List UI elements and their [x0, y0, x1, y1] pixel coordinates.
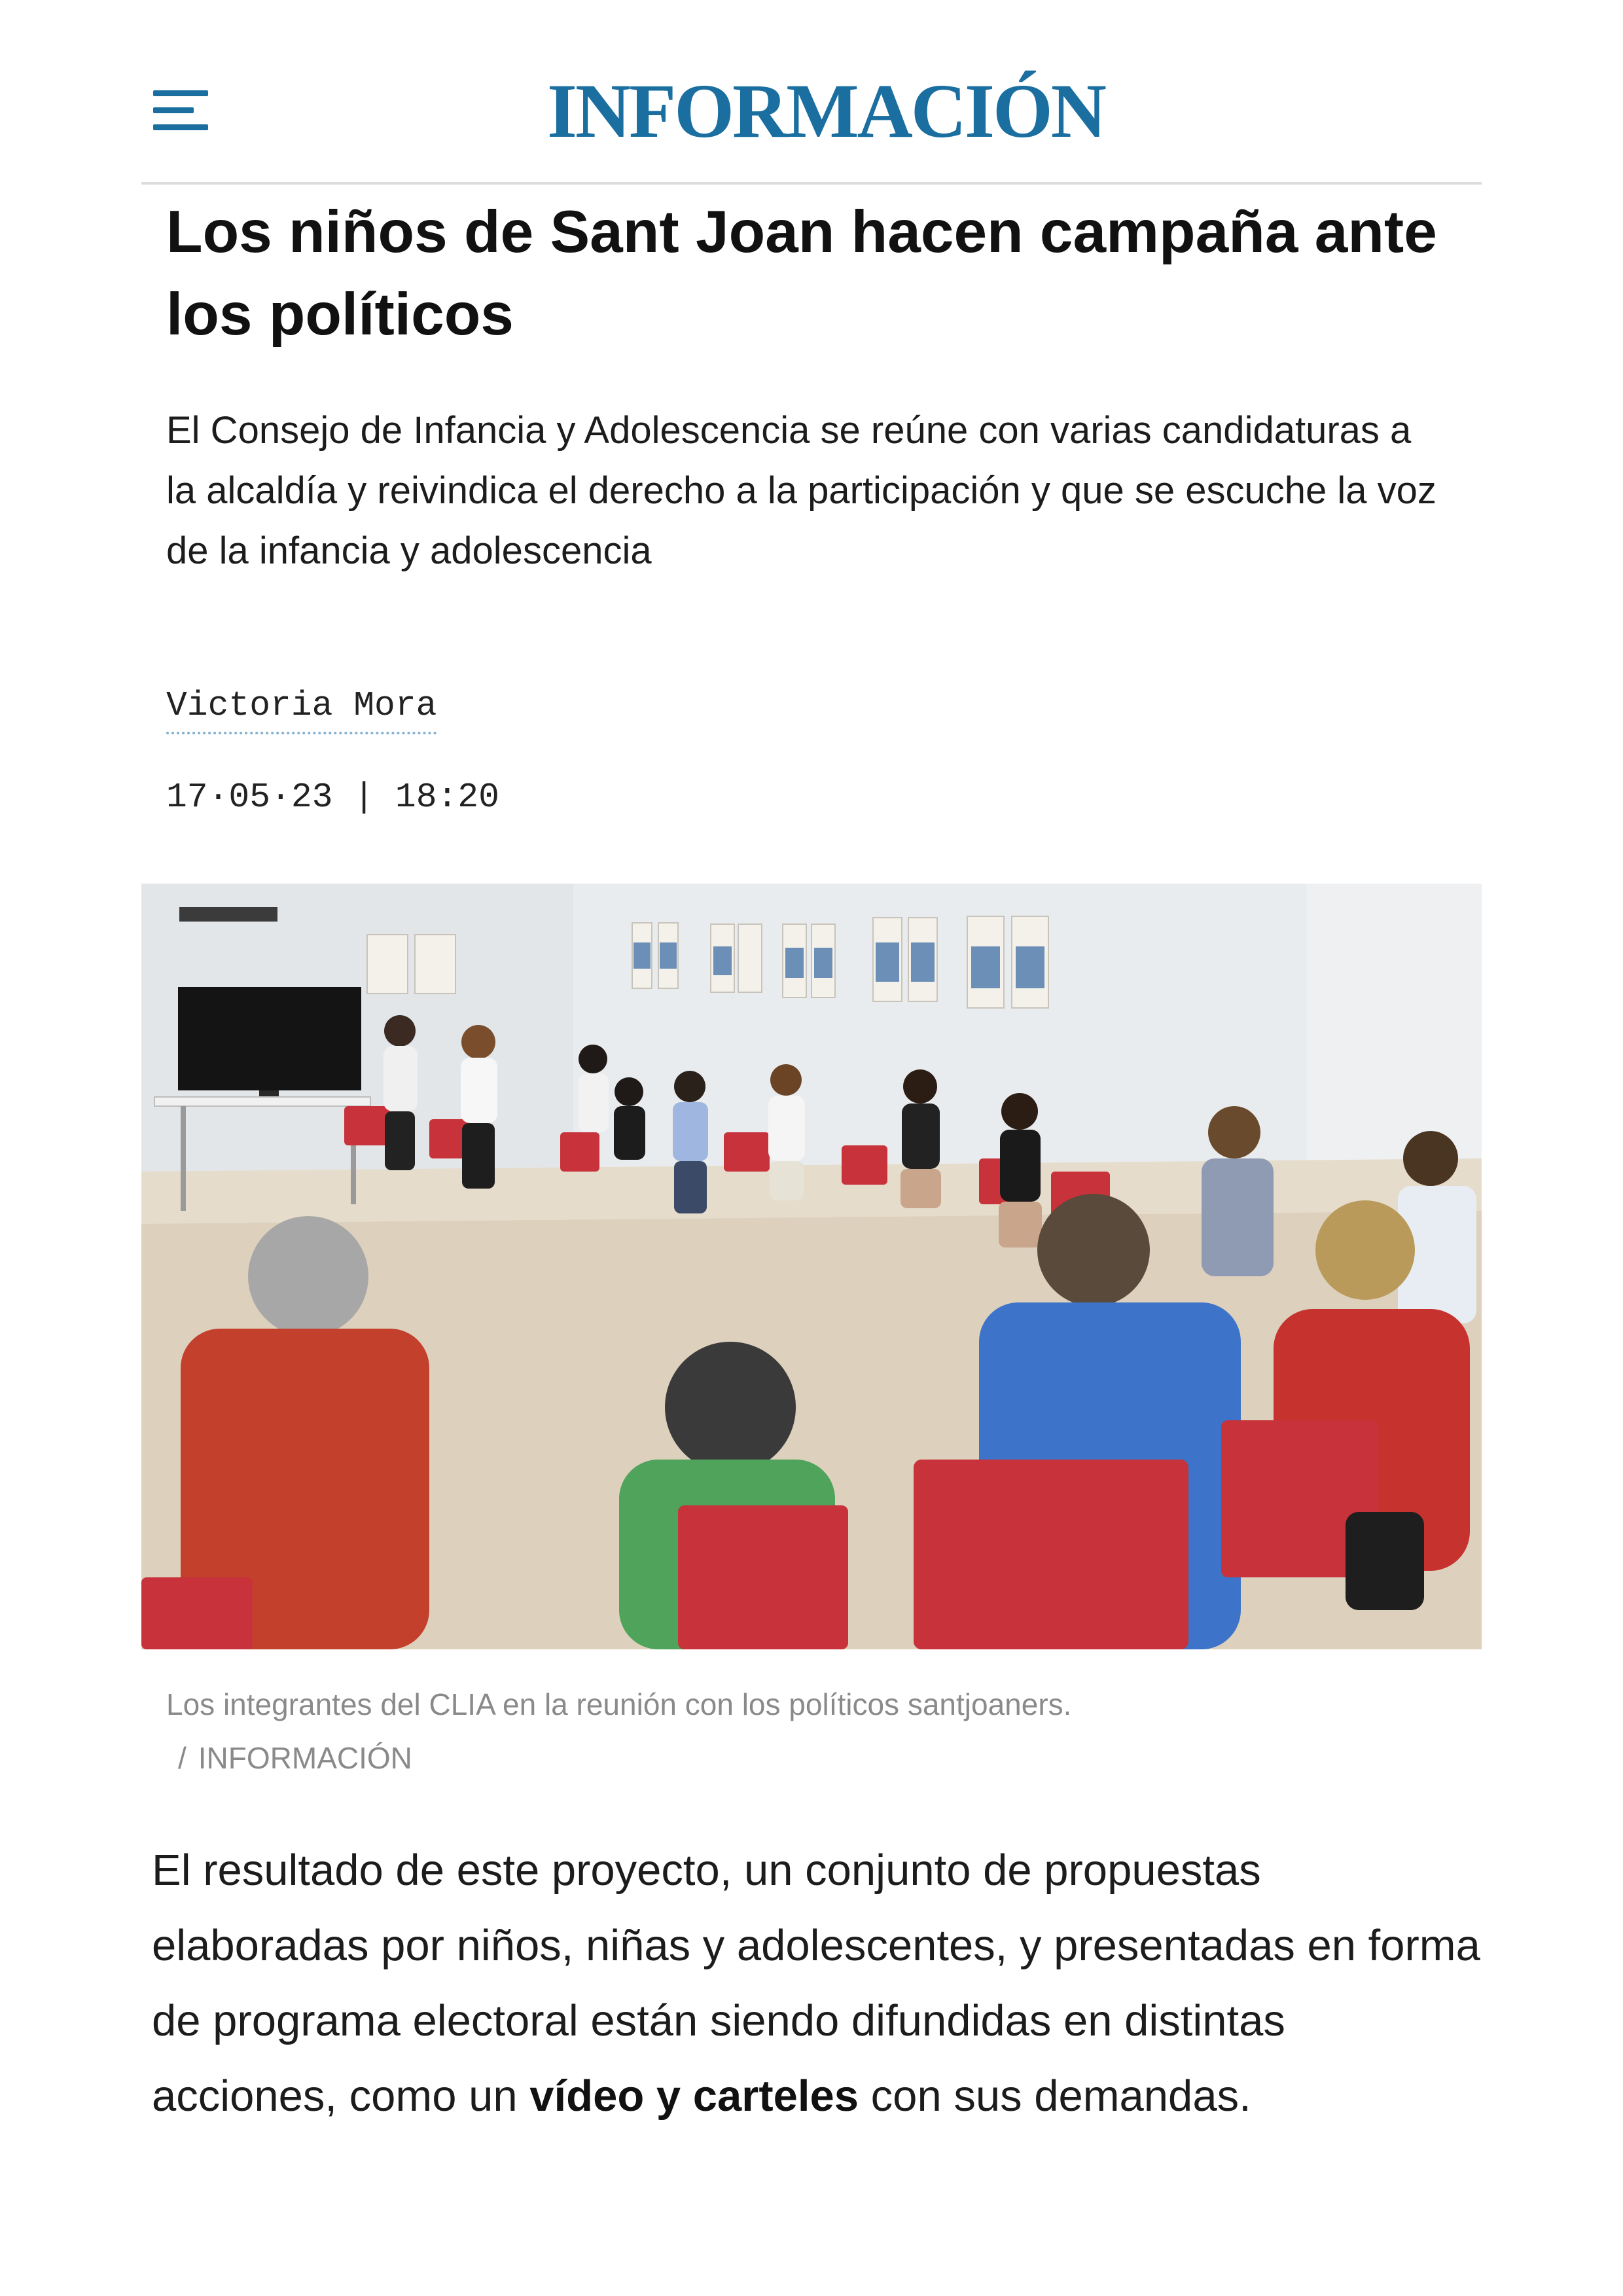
date-separator: | — [353, 778, 375, 817]
photo-credit — [178, 1737, 412, 1779]
author-link[interactable]: Victoria Mora — [166, 681, 437, 734]
article-subtitle: El Consejo de Infancia y Adolescencia se reúne con varias candidaturas a la alcaldía y reivindica el derecho a la participación y que se escuche la voz de la infancia y adolescencia — [166, 409, 1436, 572]
meeting-photo-illustration — [141, 884, 1482, 1649]
publish-date: 17·05·23 — [166, 778, 333, 817]
publish-time: 18:20 — [395, 778, 499, 817]
article-headline: Los niños de Sant Joan hacen campaña ante los políticos — [166, 199, 1437, 348]
publish-dateline — [166, 772, 499, 822]
site-header — [141, 0, 1482, 185]
article-photo[interactable] — [141, 884, 1482, 1649]
paragraph-bold-text: vídeo y carteles — [529, 2072, 859, 2121]
paragraph-text-end: con sus demandas. — [859, 2072, 1251, 2121]
credit-separator: / — [178, 1741, 187, 1775]
site-logo[interactable]: INFORMACIÓN — [547, 68, 1105, 154]
hamburger-menu-icon[interactable] — [153, 85, 208, 135]
paragraph-text-start: El resultado de este proyecto, un conjunto de propuestas elaboradas por niños, niñas y adolescentes, y presentadas en forma de programa electoral están siendo difundidas en distintas acciones, como un — [152, 1846, 1480, 2121]
photo-caption: Los integrantes del CLIA en la reunión con los políticos santjoaners. — [166, 1687, 1072, 1721]
credit-name: INFORMACIÓN — [198, 1741, 412, 1775]
article-body-paragraph — [152, 1833, 1480, 2134]
